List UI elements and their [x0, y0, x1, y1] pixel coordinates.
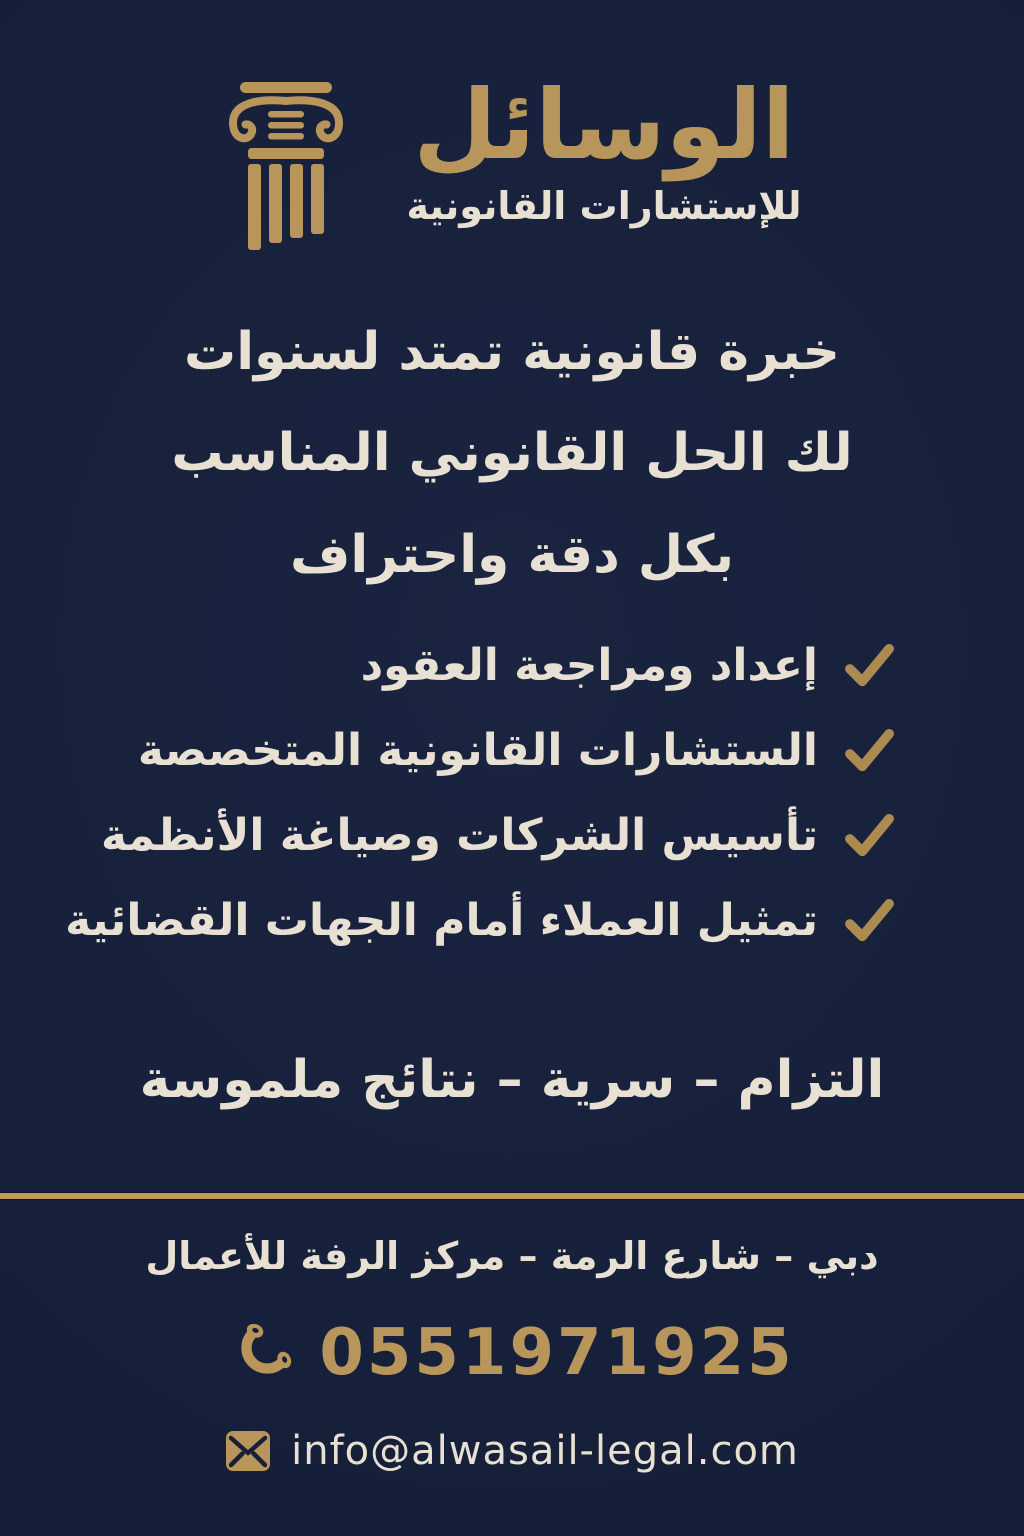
list-item: [138, 725, 894, 776]
column-icon: [222, 80, 350, 250]
brand-title: الوسائل: [413, 69, 795, 181]
email-icon: [225, 1430, 271, 1472]
brand-header: [0, 69, 1024, 250]
services-list: [65, 640, 894, 946]
service-label: إعداد ومراجعة العقود: [360, 640, 818, 691]
check-icon: [844, 898, 894, 944]
email-row: [0, 1428, 1024, 1474]
list-item: [101, 810, 894, 861]
brand-text: [406, 69, 802, 228]
address: دبي – شارع الرمة – مركز الرفة للأعمال: [145, 1234, 879, 1278]
headline: [0, 302, 1024, 606]
headline-line-2: لك الحل القانوني المناسب: [171, 423, 853, 484]
phone-number[interactable]: 0551971925: [319, 1316, 795, 1390]
tagline: التزام – سرية – نتائج ملموسة: [139, 1050, 885, 1110]
service-label: تأسيس الشركات وصياغة الأنظمة: [101, 810, 818, 861]
check-icon: [844, 728, 894, 774]
gold-divider: [0, 1192, 1024, 1200]
list-item: [65, 895, 894, 946]
phone-row: [0, 1316, 1024, 1390]
check-icon: [844, 813, 894, 859]
service-label: الستشارات القانونية المتخصصة: [137, 725, 818, 776]
headline-line-3: بكل دقة واحتراف: [289, 524, 735, 585]
service-label: تمثيل العملاء أمام الجهات القضائية: [65, 895, 818, 946]
list-item: [361, 640, 894, 691]
brand-subtitle: للإستشارات القانونية: [406, 183, 802, 228]
check-icon: [844, 643, 894, 689]
headline-line-1: خبرة قانونية تمتد لسنوات: [183, 322, 841, 382]
phone-icon: [229, 1320, 295, 1386]
email-address[interactable]: info@alwasail-legal.com: [291, 1428, 799, 1474]
